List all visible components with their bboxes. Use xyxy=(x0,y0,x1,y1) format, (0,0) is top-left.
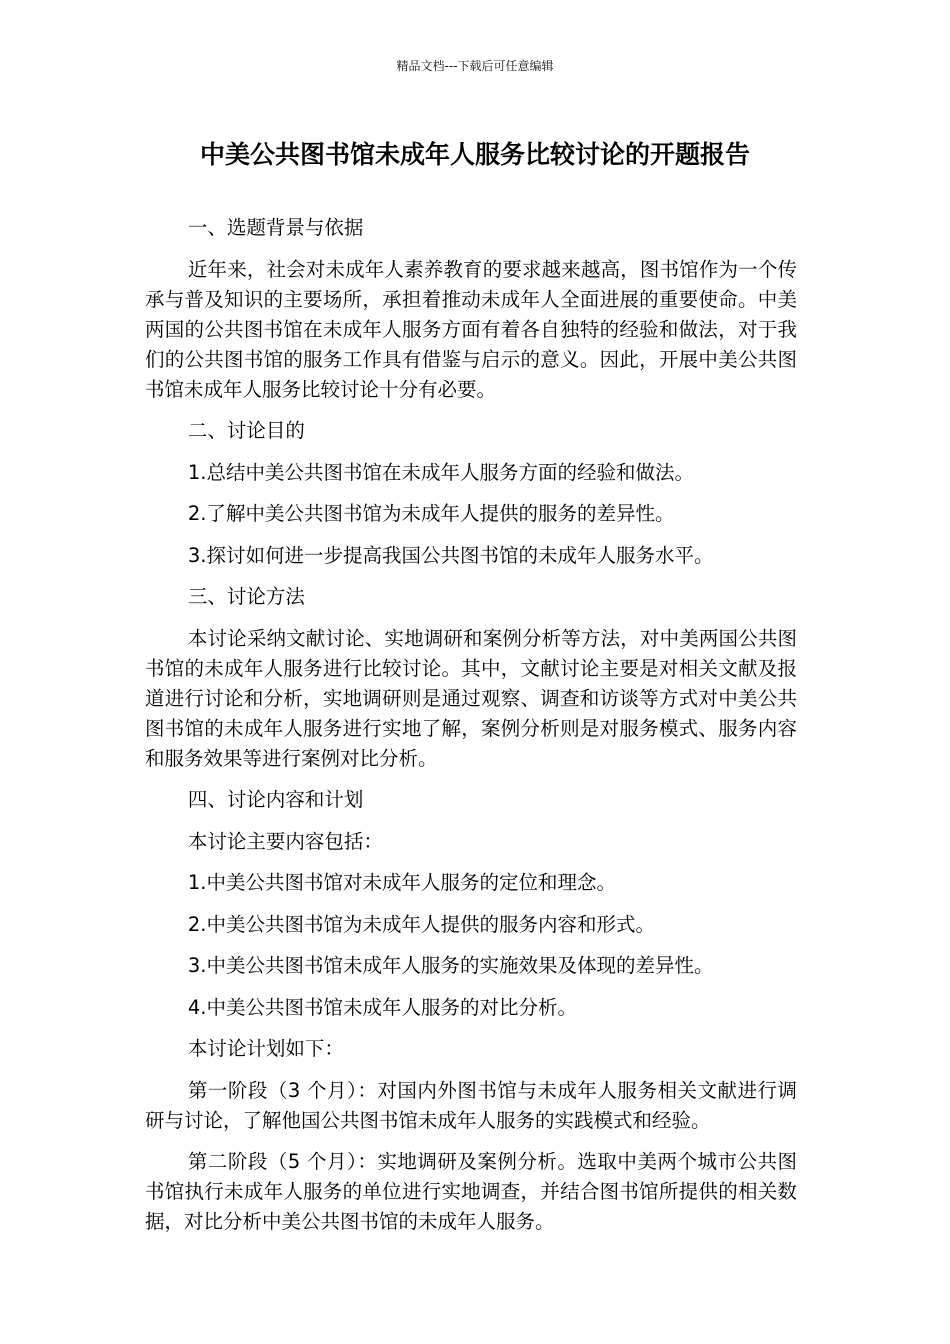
paragraph-plan-stage-2: 第二阶段（5 个月）：实地调研及案例分析。选取中美两个城市公共图书馆执行未成年人服务的单位进行实地调查，并结合图书馆所提供的相关数据，对比分析中美公共图书馆的未成年人服务。 xyxy=(145,1150,797,1233)
paragraph-method: 本讨论采纳文献讨论、实地调研和案例分析等方法，对中美两国公共图书馆的未成年人服务进行比较讨论。其中，文献讨论主要是对相关文献及报道进行讨论和分析，实地调研则是通过观察、调查和访谈等方式对中美公共图书馆的未成年人服务进行实地了解，案例分析则是对服务模式、服务内容和服务效果等进行案例对比分析。 xyxy=(145,626,797,770)
list-item-content-3: 3.中美公共图书馆未成年人服务的实施效果及体现的差异性。 xyxy=(187,954,714,977)
section-heading-background: 一、选题背景与依据 xyxy=(187,216,364,239)
section-heading-purpose: 二、讨论目的 xyxy=(187,419,305,442)
paragraph-plan-intro: 本讨论计划如下： xyxy=(187,1037,344,1060)
list-item-purpose-3: 3.探讨如何进一步提高我国公共图书馆的未成年人服务水平。 xyxy=(187,543,714,567)
section-heading-content-plan: 四、讨论内容和计划 xyxy=(187,788,364,811)
document-title: 中美公共图书馆未成年人服务比较讨论的开题报告 xyxy=(199,140,750,169)
list-item-content-4: 4.中美公共图书馆未成年人服务的对比分析。 xyxy=(187,995,577,1019)
paragraph-content-intro: 本讨论主要内容包括： xyxy=(187,829,383,853)
list-item-purpose-2: 2.了解中美公共图书馆为未成年人提供的服务的差异性。 xyxy=(187,502,675,525)
section-heading-method: 三、讨论方法 xyxy=(187,585,305,608)
document-body xyxy=(145,213,797,1249)
header-note: 精品文档---下载后可任意编辑 xyxy=(396,59,554,73)
list-item-purpose-1: 1.总结中美公共图书馆在未成年人服务方面的经验和做法。 xyxy=(187,460,694,484)
list-item-content-2: 2.中美公共图书馆为未成年人提供的服务内容和形式。 xyxy=(187,912,655,936)
list-item-content-1: 1.中美公共图书馆对未成年人服务的定位和理念。 xyxy=(187,871,616,894)
paragraph-background: 近年来，社会对未成年人素养教育的要求越来越高，图书馆作为一个传承与普及知识的主要场所，承担着推动未成年人全面进展的重要使命。中美两国的公共图书馆在未成年人服务方面有着各自独特的经验和做法，对于我们的公共图书馆的服务工作具有借鉴与启示的意义。因此，开展中美公共图书馆未成年人服务比较讨论十分有必要。 xyxy=(145,257,797,401)
paragraph-plan-stage-1: 第一阶段（3 个月）：对国内外图书馆与未成年人服务相关文献进行调研与讨论，了解他国公共图书馆未成年人服务的实践模式和经验。 xyxy=(145,1078,797,1132)
